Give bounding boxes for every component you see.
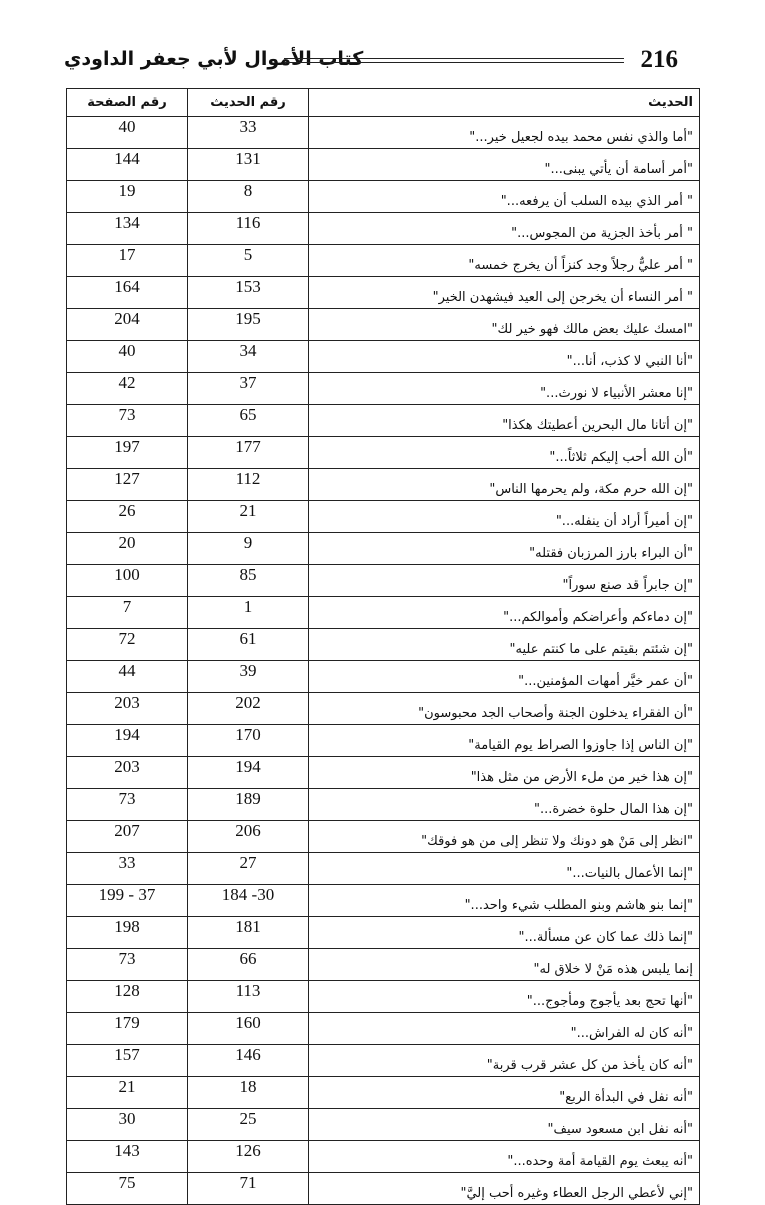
hadith-number-cell: 65 — [188, 405, 309, 437]
table-row — [67, 693, 700, 725]
table-row — [67, 245, 700, 277]
page-number-cell: 164 — [67, 277, 188, 309]
hadith-text-cell: "إنا معشر الأنبياء لا نورث..." — [309, 373, 700, 405]
table-row — [67, 149, 700, 181]
hadith-number-cell: 113 — [188, 981, 309, 1013]
hadith-number-cell: 33 — [188, 117, 309, 149]
hadith-text-cell: "أنه نفل ابن مسعود سيف" — [309, 1109, 700, 1141]
table-row — [67, 597, 700, 629]
hadith-number-cell: 177 — [188, 437, 309, 469]
table-row — [67, 181, 700, 213]
page-number-cell: 21 — [67, 1077, 188, 1109]
page-number-cell: 143 — [67, 1141, 188, 1173]
hadith-number-cell: 206 — [188, 821, 309, 853]
hadith-index-table — [66, 88, 700, 1205]
page-number-cell: 127 — [67, 469, 188, 501]
hadith-text-cell: "إنما ذلك عما كان عن مسألة..." — [309, 917, 700, 949]
column-header-hadith: الحديث — [309, 89, 700, 117]
hadith-number-cell: 8 — [188, 181, 309, 213]
page-number-cell: 157 — [67, 1045, 188, 1077]
table-row — [67, 853, 700, 885]
table-row — [67, 405, 700, 437]
hadith-text-cell: "أنا النبي لا كذب، أنا..." — [309, 341, 700, 373]
table-row — [67, 213, 700, 245]
table-row — [67, 1141, 700, 1173]
table-row — [67, 661, 700, 693]
hadith-number-cell: 131 — [188, 149, 309, 181]
hadith-number-cell: 194 — [188, 757, 309, 789]
hadith-text-cell: "إن هذا خير من ملء الأرض من مثل هذا" — [309, 757, 700, 789]
page-number-cell: 17 — [67, 245, 188, 277]
table-row — [67, 117, 700, 149]
page-number-cell: 72 — [67, 629, 188, 661]
header-rule-bottom — [284, 62, 624, 63]
hadith-text-cell: "إن الناس إذا جاوزوا الصراط يوم القيامة" — [309, 725, 700, 757]
page-number-cell: 26 — [67, 501, 188, 533]
header-rule-top — [284, 58, 624, 59]
hadith-number-cell: 195 — [188, 309, 309, 341]
hadith-number-cell: 85 — [188, 565, 309, 597]
hadith-number-cell: 1 — [188, 597, 309, 629]
page-number-cell: 128 — [67, 981, 188, 1013]
hadith-text-cell: "أمر أسامة أن يأتي يبنى..." — [309, 149, 700, 181]
hadith-text-cell: "إني لأعطي الرجل العطاء وغيره أحب إليَّ" — [309, 1173, 700, 1205]
hadith-text-cell: "أنه كان له الفراش..." — [309, 1013, 700, 1045]
table-row — [67, 949, 700, 981]
hadith-number-cell: 18 — [188, 1077, 309, 1109]
hadith-number-cell: 181 — [188, 917, 309, 949]
page-number-cell: 207 — [67, 821, 188, 853]
hadith-text-cell: "انظر إلى مَنْ هو دونك ولا تنظر إلى من هو فوقك" — [309, 821, 700, 853]
hadith-number-cell: 66 — [188, 949, 309, 981]
table-row — [67, 437, 700, 469]
hadith-text-cell: "أن الفقراء يدخلون الجنة وأصحاب الجد محبوسون" — [309, 693, 700, 725]
hadith-text-cell: "إن شئتم بقيتم على ما كنتم عليه" — [309, 629, 700, 661]
table-row — [67, 757, 700, 789]
table-row — [67, 1077, 700, 1109]
table-row — [67, 1173, 700, 1205]
table-row — [67, 1045, 700, 1077]
hadith-number-cell: 71 — [188, 1173, 309, 1205]
table-row — [67, 565, 700, 597]
hadith-text-cell: "أنه يبعث يوم القيامة أمة وحده..." — [309, 1141, 700, 1173]
hadith-text-cell: "إن هذا المال حلوة خضرة..." — [309, 789, 700, 821]
hadith-number-cell: 153 — [188, 277, 309, 309]
table-row — [67, 469, 700, 501]
table-row — [67, 917, 700, 949]
hadith-number-cell: 160 — [188, 1013, 309, 1045]
table-row — [67, 501, 700, 533]
page-number-cell: 194 — [67, 725, 188, 757]
hadith-text-cell: "إن دماءكم وأعراضكم وأموالكم..." — [309, 597, 700, 629]
table-body — [67, 117, 700, 1205]
hadith-text-cell: " أمر النساء أن يخرجن إلى العيد فيشهدن الخير" — [309, 277, 700, 309]
table-row — [67, 789, 700, 821]
hadith-number-cell: 61 — [188, 629, 309, 661]
page-number-cell: 75 — [67, 1173, 188, 1205]
page-number-cell: 134 — [67, 213, 188, 245]
page-number-cell: 7 — [67, 597, 188, 629]
page-number-cell: 40 — [67, 341, 188, 373]
hadith-text-cell: " أمر الذي بيده السلب أن يرفعه..." — [309, 181, 700, 213]
table-row — [67, 1013, 700, 1045]
hadith-text-cell: "إنما بنو هاشم وبنو المطلب شيء واحد..." — [309, 885, 700, 917]
page-number-cell: 100 — [67, 565, 188, 597]
column-header-hadith-number: رقم الحديث — [188, 89, 309, 117]
hadith-text-cell: "إن جابراً قد صنع سوراً" — [309, 565, 700, 597]
table-row — [67, 629, 700, 661]
hadith-text-cell: "أنه كان يأخذ من كل عشر قرب قربة" — [309, 1045, 700, 1077]
hadith-number-cell: 146 — [188, 1045, 309, 1077]
table-row — [67, 533, 700, 565]
hadith-number-cell: 34 — [188, 341, 309, 373]
hadith-number-cell: 189 — [188, 789, 309, 821]
page-number-cell: 144 — [67, 149, 188, 181]
hadith-number-cell: 37 — [188, 373, 309, 405]
page-number-cell: 30 — [67, 1109, 188, 1141]
hadith-text-cell: "إن أميراً أراد أن ينفله..." — [309, 501, 700, 533]
table-row — [67, 821, 700, 853]
hadith-number-cell: 30- 184 — [188, 885, 309, 917]
hadith-text-cell: "امسك عليك بعض مالك فهو خير لك" — [309, 309, 700, 341]
hadith-number-cell: 39 — [188, 661, 309, 693]
page-number-cell: 73 — [67, 949, 188, 981]
table-row — [67, 309, 700, 341]
table-row — [67, 277, 700, 309]
table-row — [67, 1109, 700, 1141]
hadith-number-cell: 25 — [188, 1109, 309, 1141]
page-number-cell: 19 — [67, 181, 188, 213]
hadith-text-cell: "أنها تحج بعد يأجوج ومأجوج..." — [309, 981, 700, 1013]
page-number-cell: 203 — [67, 757, 188, 789]
hadith-number-cell: 170 — [188, 725, 309, 757]
page-number-cell: 44 — [67, 661, 188, 693]
hadith-text-cell: "إن أتانا مال البحرين أعطيتك هكذا" — [309, 405, 700, 437]
book-title: كتاب الأموال لأبي جعفر الداودي — [64, 48, 364, 70]
hadith-number-cell: 21 — [188, 501, 309, 533]
page-number-cell: 42 — [67, 373, 188, 405]
hadith-number-cell: 27 — [188, 853, 309, 885]
hadith-text-cell: "إنما الأعمال بالنيات..." — [309, 853, 700, 885]
hadith-number-cell: 9 — [188, 533, 309, 565]
table-row — [67, 981, 700, 1013]
page-number-cell: 198 — [67, 917, 188, 949]
hadith-text-cell: " أمر عليٌّ رجلاً وجد كنزاً أن يخرج خمسه" — [309, 245, 700, 277]
hadith-text-cell: إنما يلبس هذه مَنْ لا خلاق له" — [309, 949, 700, 981]
hadith-number-cell: 112 — [188, 469, 309, 501]
hadith-text-cell: "أن الله أحب إليكم ثلاثاً..." — [309, 437, 700, 469]
page-number: 216 — [640, 46, 678, 73]
table-header-row — [67, 89, 700, 117]
page-number-cell: 197 — [67, 437, 188, 469]
table-row — [67, 885, 700, 917]
column-header-page-number: رقم الصفحة — [67, 89, 188, 117]
page-number-cell: 73 — [67, 789, 188, 821]
hadith-text-cell: "أما والذي نفس محمد بيده لجعيل خير..." — [309, 117, 700, 149]
hadith-number-cell: 126 — [188, 1141, 309, 1173]
hadith-text-cell: " أمر بأخذ الجزية من المجوس..." — [309, 213, 700, 245]
page-number-cell: 73 — [67, 405, 188, 437]
page-number-cell: 40 — [67, 117, 188, 149]
hadith-number-cell: 116 — [188, 213, 309, 245]
page-number-cell: 37 - 199 — [67, 885, 188, 917]
table-row — [67, 373, 700, 405]
hadith-text-cell: "أنه نفل في البدأة الربع" — [309, 1077, 700, 1109]
page-number-cell: 204 — [67, 309, 188, 341]
table-row — [67, 341, 700, 373]
hadith-number-cell: 5 — [188, 245, 309, 277]
hadith-number-cell: 202 — [188, 693, 309, 725]
page-number-cell: 20 — [67, 533, 188, 565]
page-number-cell: 33 — [67, 853, 188, 885]
hadith-text-cell: "أن البراء بارز المرزبان فقتله" — [309, 533, 700, 565]
table-row — [67, 725, 700, 757]
hadith-text-cell: "أن عمر خيَّر أمهات المؤمنين..." — [309, 661, 700, 693]
page-number-cell: 203 — [67, 693, 188, 725]
page-number-cell: 179 — [67, 1013, 188, 1045]
page-header — [64, 44, 678, 80]
hadith-text-cell: "إن الله حرم مكة، ولم يحرمها الناس" — [309, 469, 700, 501]
